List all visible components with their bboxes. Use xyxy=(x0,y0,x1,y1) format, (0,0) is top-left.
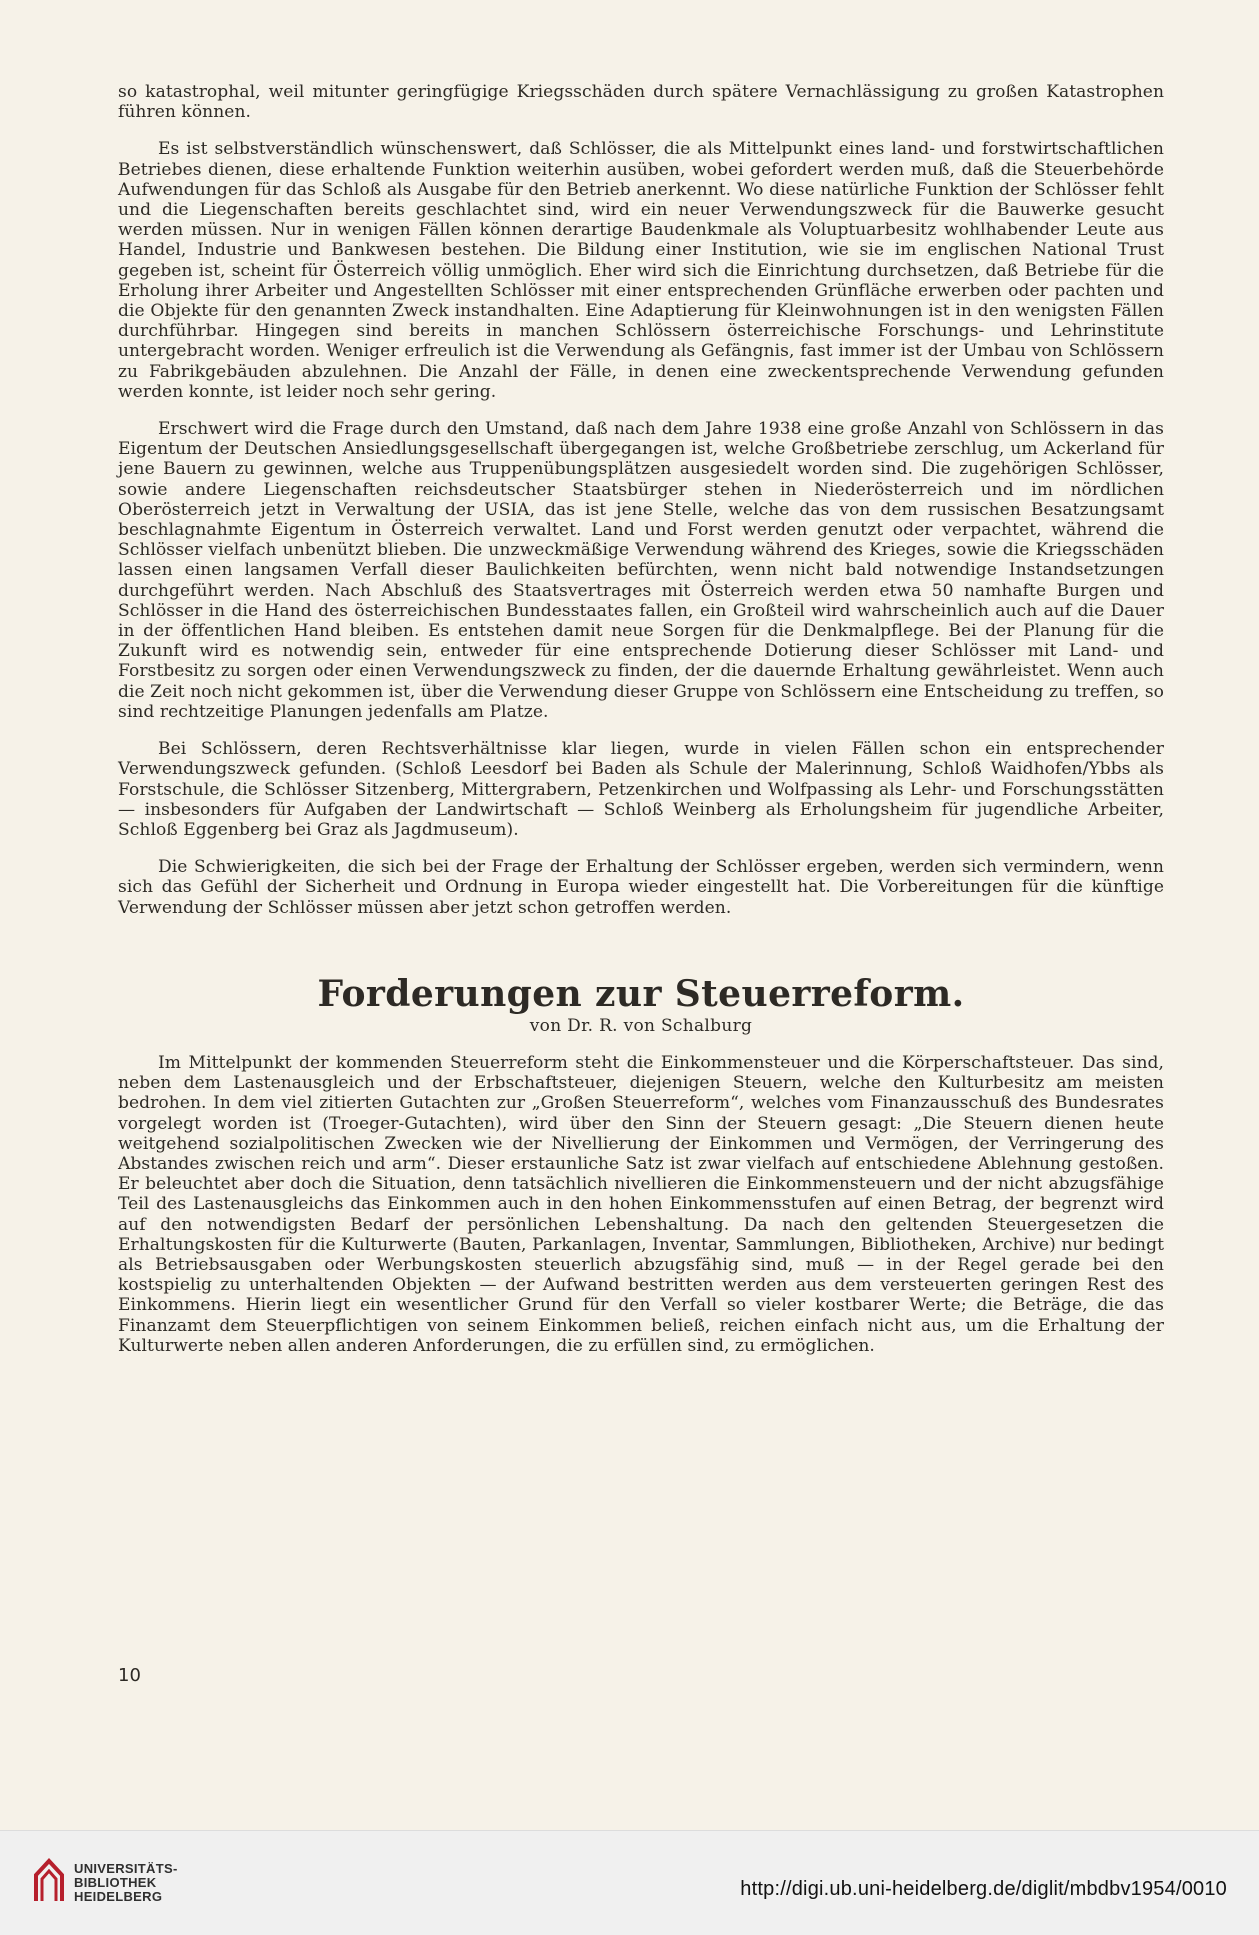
university-library-logo-icon xyxy=(32,1857,66,1905)
digitization-url-link[interactable]: http://digi.ub.uni-heidelberg.de/diglit/mbdbv1954/0010 xyxy=(740,1878,1227,1900)
body-paragraph: Die Schwierigkeiten, die sich bei der Frage der Erhaltung der Schlösser ergeben, werden sich vermindern, wenn sich das Gefühl der Sicherheit und Ordnung in Europa wieder eingestellt hat. Die Vorbereitungen für die künftige Verwendung der Schlösser müssen aber jetzt schon getroffen werden. xyxy=(118,857,1164,918)
library-name-line: UNIVERSITÄTS- xyxy=(74,1861,178,1876)
article-paragraph: Im Mittelpunkt der kommenden Steuerreform steht die Einkommensteuer und die Körperschaftsteuer. Das sind, neben dem Lastenausgleich und der Erbschaftsteuer, diejenigen Steuern, welche den Kulturbesitz am meisten bedrohen. In dem viel zitierten Gutachten zur „Großen Steuerreform“, welches vom Finanzausschuß des Bundesrates vorgelegt worden ist (Troeger-Gutachten), wird über den Sinn der Steuern gesagt: „Die Steuern dienen heute weitgehend sozialpolitischen Zwecken wie der Nivellierung der Einkommen und Vermögen, der Verringerung des Abstandes zwischen reich und arm“. Dieser erstaunliche Satz ist zwar vielfach auf entschiedene Ablehnung gestoßen. Er beleuchtet aber doch die Situation, denn tatsächlich nivellieren die Einkommensteuern und der nicht abzugsfähige Teil des Lastenausgleichs das Einkommen auch in den hohen Einkommensstufen auf einen Betrag, der begrenzt wird auf den notwendigsten Bedarf der persönlichen Lebenshaltung. Da nach den geltenden Steuergesetzen die Erhaltungskosten für die Kulturwerte (Bauten, Parkanlagen, Inventar, Sammlungen, Bibliotheken, Archive) nur bedingt als Betriebsausgaben oder Werbungskosten steuerlich abzugsfähig sind, muß — in der Regel gerade bei den kostspielig zu unterhaltenden Objekten — der Aufwand bestritten werden aus dem versteuerten geringen Rest des Einkommens. Hierin liegt ein wesentlicher Grund für den Verfall so vieler kostbarer Werte; die Beträge, die das Finanzamt dem Steuerpflichtigen von seinem Einkommen beließ, reichen einfach nicht aus, um die Erhaltung der Kulturwerte neben allen anderen Anforderungen, die zu erfüllen sind, zu ermöglichen. xyxy=(118,1052,1164,1356)
body-paragraph: Bei Schlössern, deren Rechtsverhältnisse klar liegen, wurde in vielen Fällen schon ein entsprechender Verwendungszweck gefunden. (Schloß Leesdorf bei Baden als Schule der Malerinnung, Schloß Waidhofen/Ybbs als Forstschule, die Schlösser Sitzenberg, Mittergrabern, Petzenkirchen und Wolfpassing als Lehr- und Forschungsstätten — insbesonders für Aufgaben der Landwirtschaft — Schloß Weinberg als Erholungsheim für jugendliche Arbeiter, Schloß Eggenberg bei Graz als Jagdmuseum). xyxy=(118,739,1164,840)
article-author: von Dr. R. von Schalburg xyxy=(529,1015,753,1036)
digitization-footer xyxy=(0,1830,1259,1935)
body-paragraph: so katastrophal, weil mitunter geringfügige Kriegsschäden durch spätere Vernachlässigung zu großen Katastrophen führen können. xyxy=(118,82,1164,123)
page-number: 10 xyxy=(118,1665,141,1686)
library-name-line: BIBLIOTHEK xyxy=(74,1875,157,1890)
body-paragraph: Es ist selbstverständlich wünschenswert, daß Schlösser, die als Mittelpunkt eines land- und forstwirtschaftlichen Betriebes dienen, diese erhaltende Funktion weiterhin ausüben, wobei gefordert werden muß, daß die Steuerbehörde Aufwendungen für das Schloß als Ausgabe für den Betrieb anerkennt. Wo diese natürliche Funktion der Schlösser fehlt und die Liegenschaften bereits geschlachtet sind, wird ein neuer Verwendungszweck für die Bauwerke gesucht werden müssen. Nur in wenigen Fällen können derartige Baudenkmale als Voluptuarbesitz wohlhabender Leute aus Handel, Industrie und Bankwesen bestehen. Die Bildung einer Institution, wie sie im englischen National Trust gegeben ist, scheint für Österreich völlig unmöglich. Eher wird sich die Einrichtung durchsetzen, daß Betriebe für die Erholung ihrer Arbeiter und Angestellten Schlösser mit einer entsprechenden Grünfläche erwerben oder pachten und die Objekte für den genannten Zweck instandhalten. Eine Adaptierung für Kleinwohnungen ist in den wenigsten Fällen durchführbar. Hingegen sind bereits in manchen Schlössern österreichische Forschungs- und Lehrinstitute untergebracht worden. Weniger erfreulich ist die Verwendung als Gefängnis, fast immer ist der Umbau von Schlössern zu Fabrikgebäuden abzulehnen. Die Anzahl der Fälle, in denen eine zweckentsprechende Verwendung gefunden werden konnte, ist leider noch sehr gering. xyxy=(118,139,1164,402)
article-title: Forderungen zur Steuerreform. xyxy=(317,972,965,1015)
page-content xyxy=(118,82,1164,1373)
library-name xyxy=(74,1862,178,1904)
library-name-line: HEIDELBERG xyxy=(74,1889,163,1904)
body-paragraph: Erschwert wird die Frage durch den Umstand, daß nach dem Jahre 1938 eine große Anzahl von Schlössern in das Eigentum der Deutschen Ansiedlungsgesellschaft übergegangen ist, welche Großbetriebe zerschlug, um Ackerland für jene Bauern zu gewinnen, welche aus Truppenübungsplätzen ausgesiedelt worden sind. Die zugehörigen Schlösser, sowie andere Liegenschaften reichsdeutscher Staatsbürger stehen in Niederösterreich und im nördlichen Oberösterreich jetzt in Verwaltung der USIA, das ist jene Stelle, welche das von dem russischen Besatzungsamt beschlagnahmte Eigentum in Österreich verwaltet. Land und Forst werden genutzt oder verpachtet, während die Schlösser vielfach unbenützt blieben. Die unzweckmäßige Verwendung während des Krieges, sowie die Kriegsschäden lassen einen langsamen Verfall dieser Baulichkeiten befürchten, wenn nicht bald notwendige Instandsetzungen durchgeführt werden. Nach Abschluß des Staatsvertrages mit Österreich werden etwa 50 namhafte Burgen und Schlösser in die Hand des österreichischen Bundesstaates fallen, ein Großteil wird wahrscheinlich auch auf die Dauer in der öffentlichen Hand bleiben. Es entstehen damit neue Sorgen für die Denkmalpflege. Bei der Planung für die Zukunft wird es notwendig sein, entweder für eine entsprechende Dotierung dieser Schlösser mit Land- und Forstbesitz zu sorgen oder einen Verwendungszweck zu finden, der die dauernde Erhaltung gewährleistet. Wenn auch die Zeit noch nicht gekommen ist, über die Verwendung dieser Gruppe von Schlössern eine Entscheidung zu treffen, so sind rechtzeitige Planungen jedenfalls am Platze. xyxy=(118,419,1164,722)
